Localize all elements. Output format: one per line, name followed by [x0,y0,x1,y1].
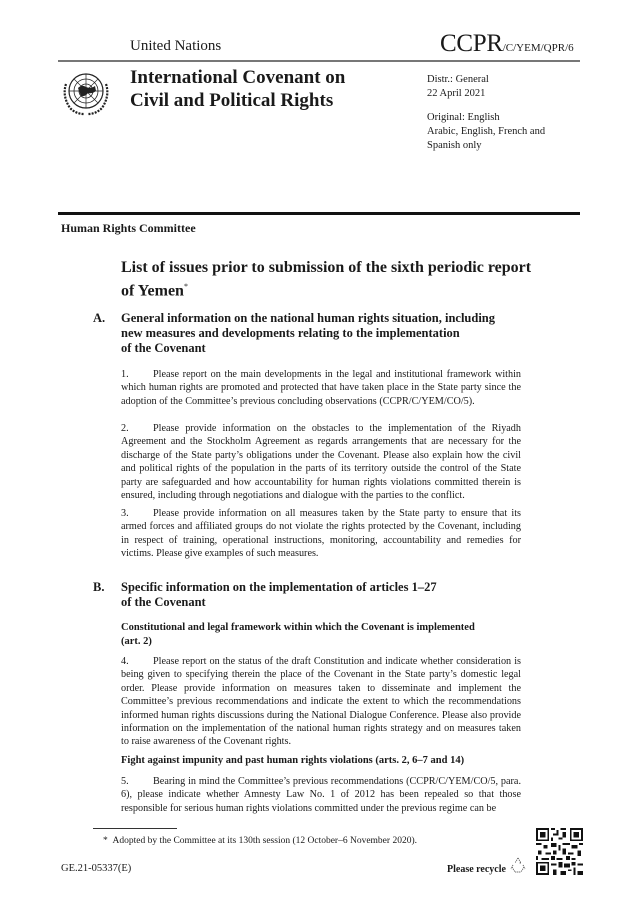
section-b-heading: Specific information on the implementation of articles 1–27 of the Covenant [121,580,437,609]
document-code: GE.21-05337(E) [61,863,132,874]
document-title: List of issues prior to submission of the sixth periodic report of Yemen* [121,259,532,300]
section-b-letter: B. [93,580,105,594]
paragraph-4: 4. Please report on the status of the draft Constitution and indicate whether consideration is being given to specifying therein the place of the Covenant in the State party’s domestic legal order. Please provide information on measures taken to disseminate and implement the Committee’s previous recommendations and indicate the extent to which the recommendations informed human rights discussions during the National Dialogue Conference. Please also provide information on the implementation of the national human rights strategy and on measures taken to raise awareness of the Covenant rights. [121,656,521,748]
original-language: Original: English [427,112,500,123]
subsection-fight-against-impunity: Fight against impunity and past human rights violations (arts. 2, 6–7 and 14) [121,755,465,766]
subsection-constitutional-framework: Constitutional and legal framework within which the Covenant is implemented (art. 2) [121,622,475,647]
committee-name: Human Rights Committee [61,221,196,235]
paragraph-3: 3. Please provide information on all measures taken by the State party to ensure that its armed forces and affiliated groups do not violate the rights protected by the Covenant, including in respect of training, operational instructions, monitoring, accountability and remedies for victims. Please give examples of such measures. [121,508,521,560]
distribution-block: Distr.: General 22 April 2021 Original: English Arabic, English, French and Spanish only [427,74,546,151]
organization-name: United Nations [130,38,222,54]
un-emblem-icon [60,66,112,118]
footnote: * Adopted by the Committee at its 130th session (12 October–6 November 2020). [103,836,417,846]
recycle-icon [509,856,527,874]
paragraph-1: 1. Please report on the main developments in the legal and institutional framework within which human rights are promoted and protected that have taken place in the State party since the adoption of the Committee’s previous concluding observations (CCPR/C/YEM/CO/5). [121,369,521,407]
header-rule [58,60,580,62]
section-a-letter: A. [93,311,106,325]
treaty-title: International Covenant on Civil and Political Rights [130,67,346,111]
distribution: Distr.: General [427,74,489,85]
section-a-heading: General information on the national human rights situation, including new measures and developments relating to the implementation of the Covenant [121,311,496,355]
date: 22 April 2021 [427,88,486,99]
footnote-marker[interactable]: * [183,282,188,291]
qr-code-icon[interactable] [536,828,583,875]
recycle-label: Please recycle [447,864,506,875]
paragraph-5: 5. Bearing in mind the Committee’s previous recommendations (CCPR/C/YEM/CO/5, para. 6), please indicate whether Amnesty Law No. 1 of 2012 has been repealed so that those responsible for serious human rights violations committed under the previous regime can be [121,776,521,814]
footnote-rule [93,828,177,829]
document-symbol: CCPR/C/YEM/QPR/6 [440,30,574,57]
section-rule [58,212,580,215]
paragraph-2: 2. Please provide information on the obstacles to the implementation of the Riyadh Agreement and the Stockholm Agreement as regards arrangements that are necessary for the discharge of the State party’s obligations under the Covenant. Please also explain how the civil and political rights of the population in the parts of its territory outside the control of the State party are safeguarded and how accountability for human rights violations committed therein is ensured, including through negotiations and dialogue with the parties to the conflict. [121,423,521,502]
